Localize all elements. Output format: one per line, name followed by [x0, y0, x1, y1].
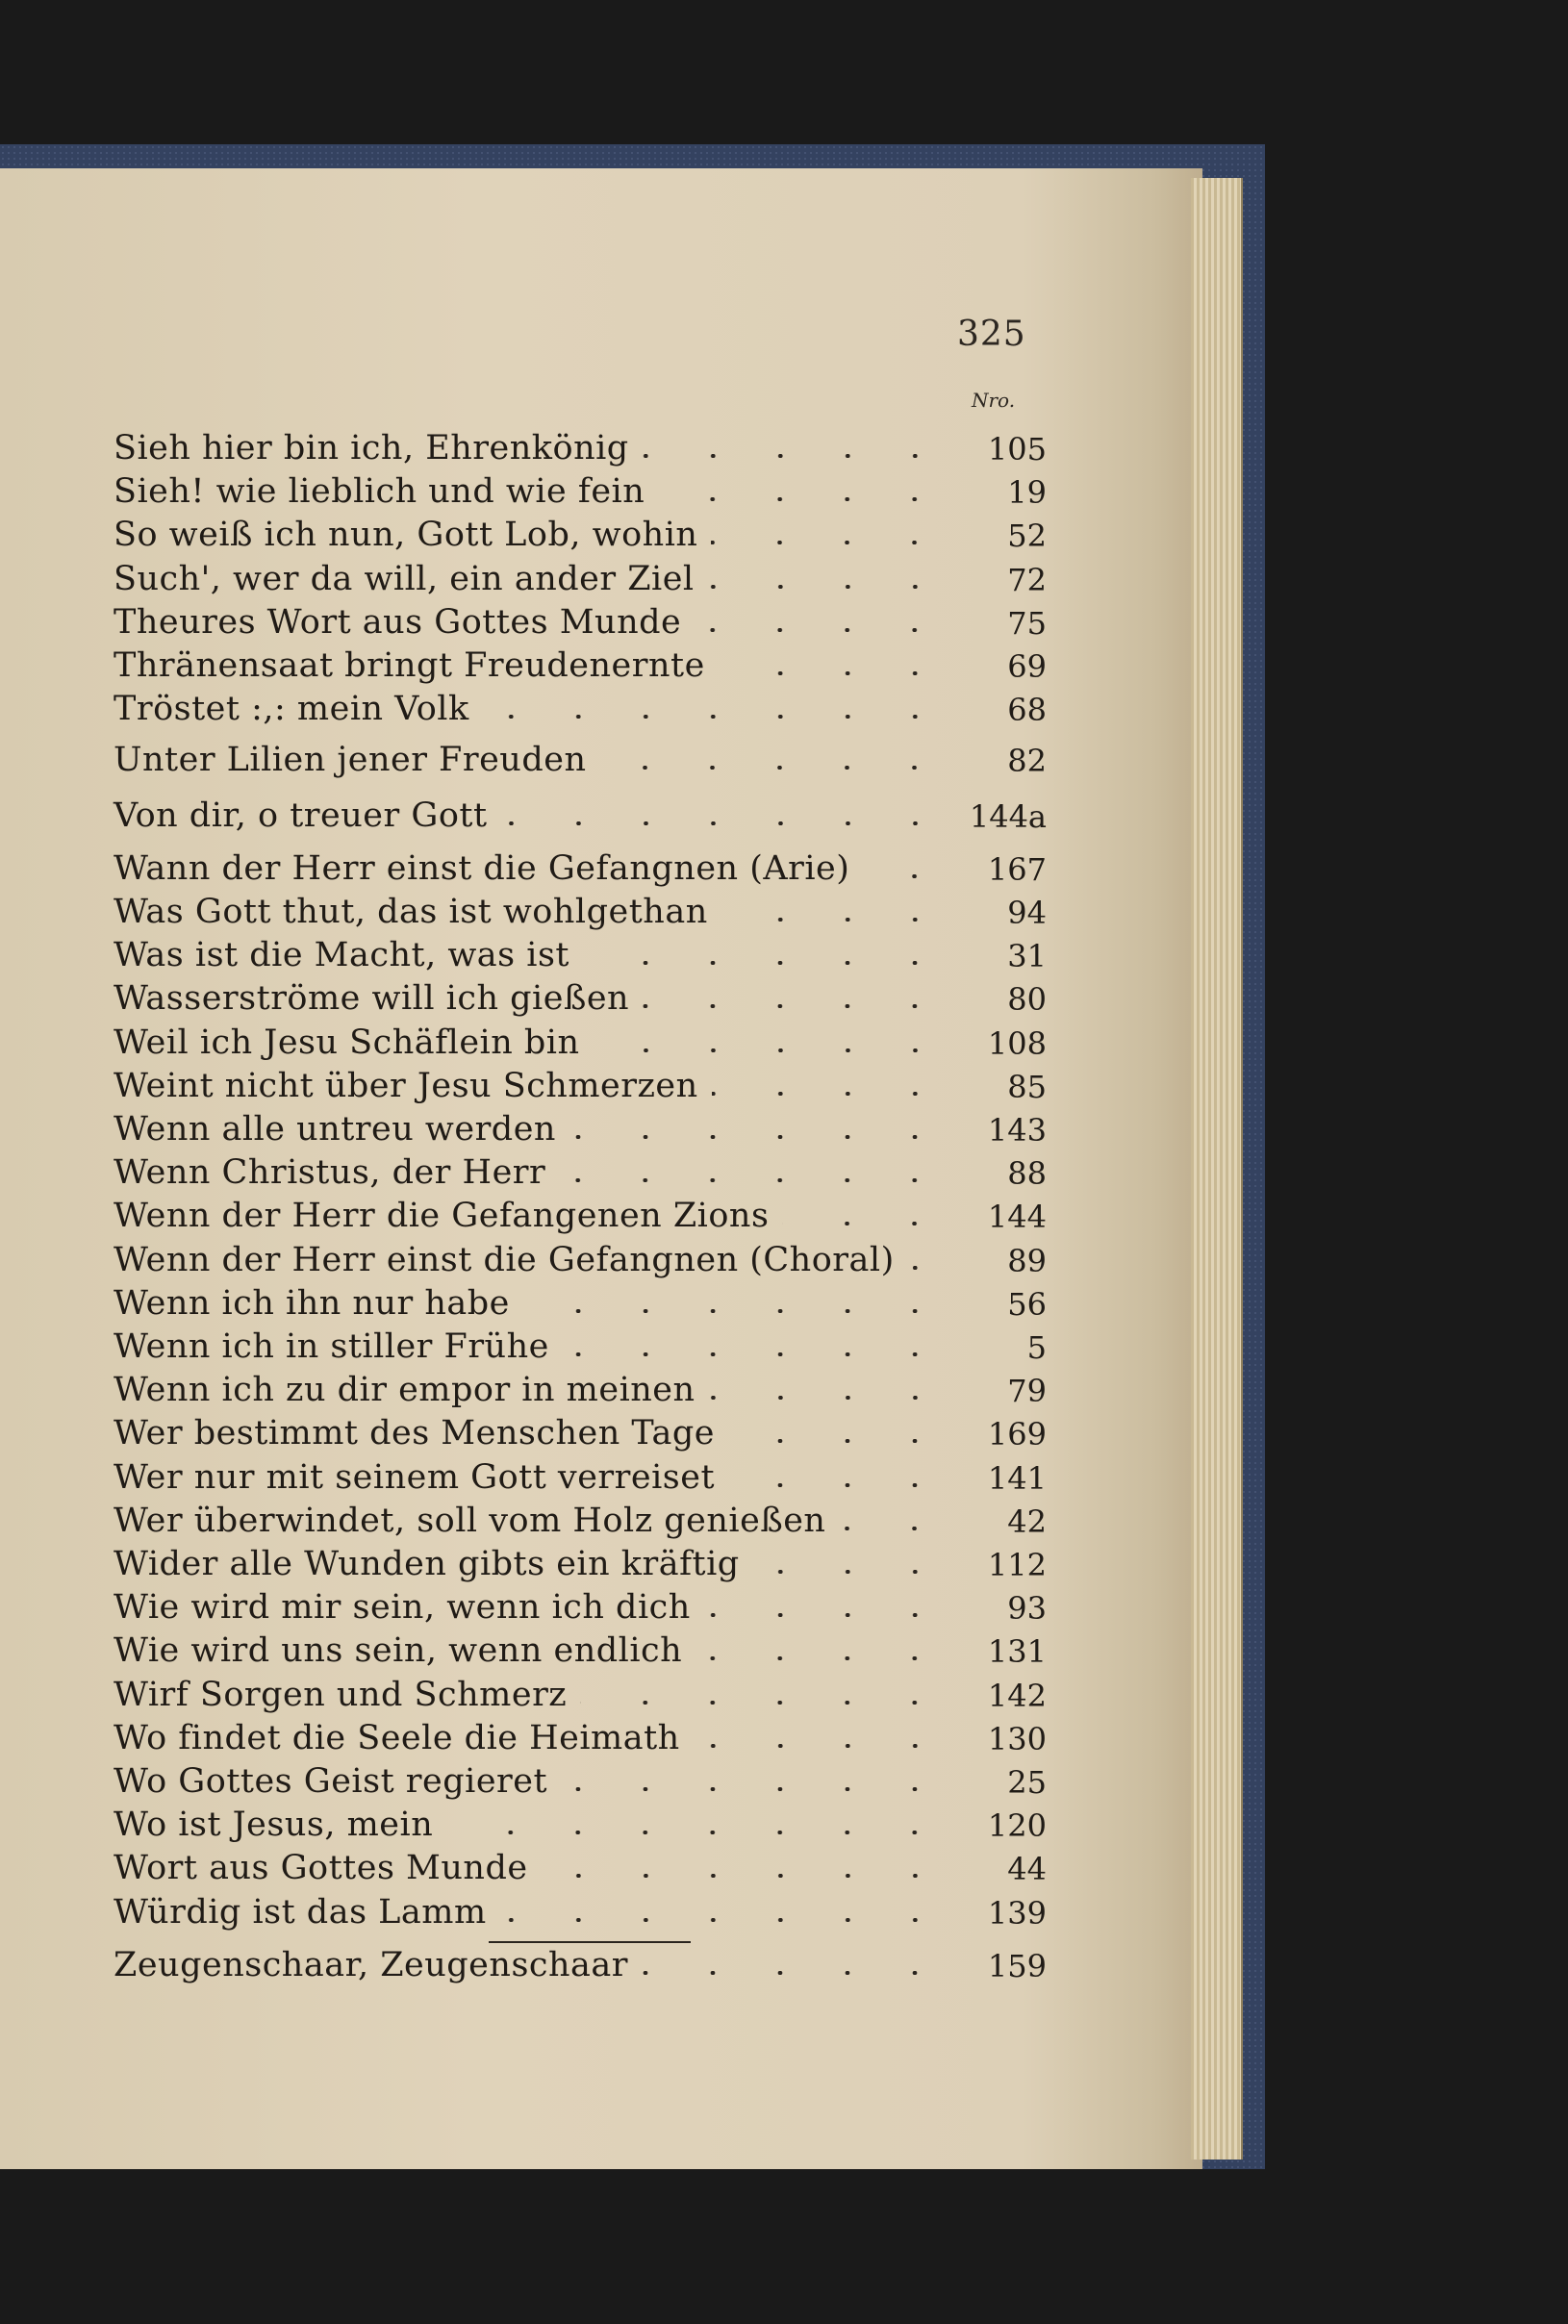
index-entry	[114, 1498, 1047, 1540]
entry-title: Wie wird mir sein, wenn ich dich	[114, 1588, 691, 1628]
index-entry	[114, 1758, 1047, 1801]
entry-title: Wenn Christus, der Herr	[114, 1153, 546, 1193]
entry-number: 68	[1007, 692, 1047, 729]
entry-number: 144	[987, 1199, 1047, 1236]
entry-number: 69	[1007, 648, 1047, 685]
entry-number: 42	[1007, 1503, 1047, 1540]
entry-title: Wer nur mit seinem Gott verreiset	[114, 1457, 716, 1497]
entry-title: Unter Lilien jener Freuden	[114, 741, 587, 780]
dot-leader	[695, 628, 948, 632]
index-entry	[114, 1149, 1047, 1192]
dot-leader	[721, 918, 948, 922]
index-entry	[114, 1672, 1047, 1714]
entry-title: Wann der Herr einst die Gefangnen (Arie)	[114, 848, 850, 888]
dot-leader	[695, 1656, 948, 1660]
dot-leader	[728, 1439, 948, 1443]
entry-number: 105	[987, 431, 1047, 467]
entry-number: 5	[1026, 1329, 1047, 1366]
entry-title: Wirf Sorgen und Schmerz	[114, 1675, 568, 1714]
entry-number: 93	[1007, 1590, 1047, 1628]
number-column-header: Nro.	[972, 389, 1016, 412]
index-entry	[114, 1454, 1047, 1497]
entry-number: 72	[1007, 561, 1047, 598]
dot-leader	[694, 1744, 948, 1748]
index-entry	[114, 1237, 1047, 1279]
dot-leader	[501, 821, 948, 825]
index-entry	[114, 1193, 1047, 1235]
entry-title: Sieh! wie lieblich und wie fein	[114, 472, 645, 512]
dot-leader	[559, 1178, 948, 1182]
index-entry	[114, 1715, 1047, 1757]
entry-number: 75	[1007, 604, 1047, 642]
entry-title: Wider alle Wunden gibts ein kräftig	[114, 1545, 740, 1583]
entry-title: Was ist die Macht, was ist	[114, 936, 569, 975]
entry-number: 131	[987, 1633, 1047, 1671]
index-entry	[114, 846, 1047, 888]
entry-number: 130	[987, 1720, 1047, 1757]
dot-leader	[753, 1570, 948, 1574]
dot-leader	[446, 1831, 948, 1834]
dot-leader	[583, 961, 948, 965]
entry-title: Wenn alle untreu werden	[114, 1110, 556, 1149]
entry-number: 139	[987, 1894, 1047, 1932]
entry-number: 31	[1007, 938, 1047, 975]
dot-leader	[719, 671, 948, 675]
entry-number: 108	[987, 1024, 1047, 1062]
entry-title: Wenn der Herr die Gefangenen Zions	[114, 1197, 770, 1236]
dot-leader	[704, 1613, 948, 1617]
dot-leader	[599, 766, 948, 770]
entry-number: 80	[1007, 981, 1047, 1019]
entry-title: Weint nicht über Jesu Schmerzen	[114, 1066, 698, 1105]
dot-leader	[658, 497, 948, 501]
entry-title: Würdig ist das Lamm	[114, 1892, 487, 1932]
index-entry	[114, 889, 1047, 931]
dot-leader	[561, 1787, 948, 1791]
entry-number: 56	[1007, 1285, 1047, 1323]
entry-title: Wo findet die Seele die Heimath	[114, 1718, 680, 1757]
index-entry	[114, 556, 1047, 598]
index-entry	[114, 975, 1047, 1018]
index-entry	[114, 1063, 1047, 1105]
entry-title: Wenn ich zu dir empor in meinen	[114, 1371, 695, 1410]
entry-title: Weil ich Jesu Schäflein bin	[114, 1023, 580, 1062]
entry-title: Wer überwindet, soll vom Holz genießen	[114, 1501, 826, 1540]
index-entry	[114, 686, 1047, 728]
entry-title: Such', wer da will, ein ander Ziel	[114, 559, 695, 598]
entry-number: 79	[1007, 1373, 1047, 1410]
entry-number: 82	[1007, 743, 1047, 780]
index-entry	[114, 1020, 1047, 1062]
index-entry	[114, 1802, 1047, 1844]
index-entry	[114, 425, 1047, 467]
index-entry	[114, 1280, 1047, 1323]
entry-number: 112	[987, 1547, 1047, 1583]
entry-number: 142	[987, 1677, 1047, 1714]
dot-leader	[500, 1918, 948, 1922]
dot-leader	[580, 1701, 948, 1705]
index-entry	[114, 1584, 1047, 1627]
closing-rule	[489, 1941, 691, 1943]
entry-number: 159	[987, 1947, 1047, 1984]
dot-leader	[483, 715, 948, 719]
index-entry	[114, 1628, 1047, 1670]
dot-leader	[863, 874, 948, 878]
dot-leader	[569, 1135, 948, 1139]
index-entry	[114, 1106, 1047, 1149]
entry-title: Wenn der Herr einst die Gefangnen (Choral)	[114, 1240, 895, 1279]
entry-title: Was Gott thut, das ist wohlgethan	[114, 893, 708, 931]
entry-title: Zeugenschaar, Zeugenschaar	[114, 1945, 629, 1984]
index-entry	[114, 643, 1047, 685]
entry-number: 143	[987, 1112, 1047, 1149]
entry-title: Wenn ich in stiller Frühe	[114, 1327, 549, 1366]
entry-number: 144a	[969, 797, 1047, 835]
entry-title: Thränensaat bringt Freudenernte	[114, 646, 705, 685]
entry-number: 25	[1007, 1764, 1047, 1801]
index-entry	[114, 1845, 1047, 1887]
index-entry	[114, 932, 1047, 974]
entry-title: So weiß ich nun, Gott Lob, wohin	[114, 516, 698, 555]
dot-leader	[711, 541, 948, 544]
entry-number: 94	[1007, 895, 1047, 931]
index-entry	[114, 1942, 1047, 1984]
entry-title: Wenn ich ihn nur habe	[114, 1283, 510, 1323]
entry-title: Von dir, o treuer Gott	[114, 796, 488, 835]
entry-title: Wort aus Gottes Munde	[114, 1849, 528, 1888]
dot-leader	[728, 1483, 948, 1487]
index-entry	[114, 1367, 1047, 1409]
index-entry	[114, 793, 1047, 835]
dot-leader	[542, 1874, 948, 1878]
dot-leader	[594, 1048, 948, 1052]
dot-leader	[709, 1396, 948, 1400]
entry-title: Wer bestimmt des Menschen Tage	[114, 1414, 715, 1453]
entry-number: 89	[1007, 1242, 1047, 1279]
index-entry	[114, 1324, 1047, 1366]
dot-leader	[839, 1527, 948, 1530]
dot-leader	[708, 585, 948, 589]
page-number: 325	[957, 315, 1026, 354]
entry-number: 19	[1007, 474, 1047, 512]
dot-leader	[642, 1971, 948, 1975]
entry-title: Theures Wort aus Gottes Munde	[114, 602, 682, 642]
entry-title: Sieh hier bin ich, Ehrenkönig	[114, 429, 629, 467]
entry-title: Tröstet :,: mein Volk	[114, 690, 469, 729]
entry-title: Wasserströme will ich gießen	[114, 979, 630, 1019]
entry-title: Wie wird uns sein, wenn endlich	[114, 1631, 683, 1671]
entry-number: 88	[1007, 1155, 1047, 1193]
index-entry	[114, 468, 1047, 511]
index-entry	[114, 737, 1047, 779]
entry-number: 85	[1007, 1068, 1047, 1105]
dot-leader	[712, 1092, 948, 1096]
entry-number: 167	[987, 850, 1047, 888]
index-entry	[114, 1410, 1047, 1452]
index-entry	[114, 1541, 1047, 1583]
index-entry	[114, 1889, 1047, 1932]
entry-number: 141	[987, 1459, 1047, 1497]
entry-number: 120	[987, 1807, 1047, 1845]
index-entry	[114, 512, 1047, 554]
page-edges	[1191, 178, 1243, 2160]
dot-leader	[523, 1309, 948, 1313]
dot-leader	[563, 1352, 948, 1356]
dot-leader	[643, 454, 948, 458]
entry-number: 44	[1007, 1851, 1047, 1888]
entry-title: Wo ist Jesus, mein	[114, 1806, 434, 1845]
entry-number: 169	[987, 1416, 1047, 1453]
dot-leader	[782, 1222, 948, 1225]
entry-number: 52	[1007, 518, 1047, 555]
dot-leader	[908, 1266, 948, 1270]
index-entry	[114, 599, 1047, 642]
entry-title: Wo Gottes Geist regieret	[114, 1762, 548, 1801]
dot-leader	[643, 1004, 948, 1008]
